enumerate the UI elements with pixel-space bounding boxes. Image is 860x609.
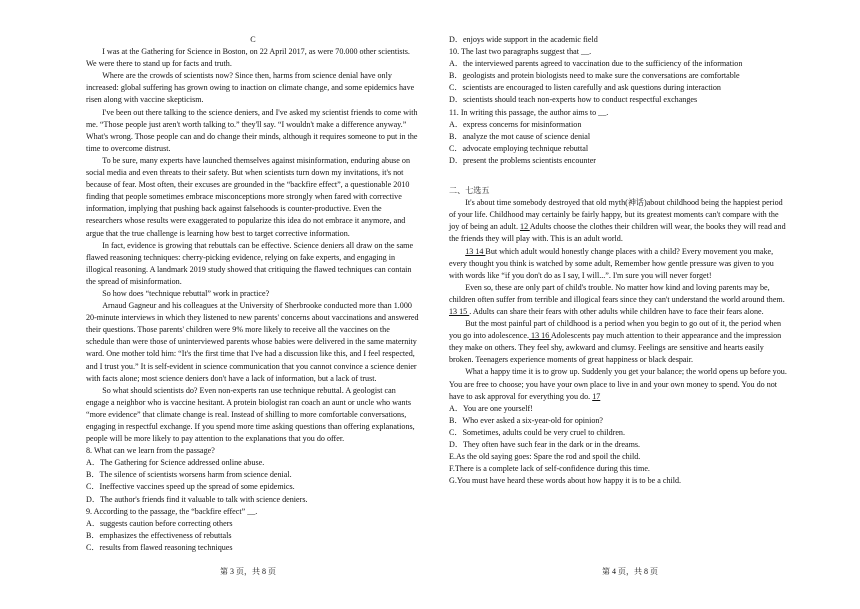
- q9-option-b: B．emphasizes the effectiveness of rebuttals: [86, 530, 232, 540]
- q9-option-c: C．results from flawed reasoning techniques: [86, 542, 233, 552]
- blank-13-14: 13 14: [465, 246, 486, 256]
- paragraph-4: To be sure, many experts have launched themselves against misinformation, enduring abuse on social media and even threats to their safety. But when scientists turn down my invitations, it's not because of fear. Most often, their excuses are grounded in the “backfire effect”, a questionable 2010 finding that people sometimes embrace misconceptions more strongly when fared with corrective information, implying that pushing back against falsehoods is counter-productive. Even the researchers whose results were exaggerated to popularize this idea do not embrace it anymore, and argue that the true challenge is learning how best to target corrective information.: [86, 155, 410, 238]
- q9-option-a: A．suggests caution before correcting others: [86, 518, 233, 528]
- option-c: C．Sometimes, adults could be very cruel to children.: [449, 427, 625, 437]
- q10-option-d: D．scientists should teach non-experts how to conduct respectful exchanges: [449, 95, 698, 105]
- cloze-paragraph-4: [449, 318, 789, 366]
- paragraph-2: Where are the crowds of scientists now? Since then, harms from science denial have only increased: global suffering has grown owing to inaction on climate change, and some epidemics have risen along with vaccine skepticism.: [86, 71, 415, 105]
- cloze-p3-text-b: . Adults can share their fears with other adults while children have to face their fears alone.: [469, 306, 764, 316]
- option-b: B．Who ever asked a six-year-old for opinion?: [449, 415, 604, 425]
- question-10: 10. The last two paragraphs suggest that __.: [449, 47, 592, 57]
- cloze-paragraph-2: [449, 246, 789, 282]
- option-f: F.There is a complete lack of self-confidence during this time.: [449, 464, 650, 474]
- page-number-right: 第 4 页，共 8 页: [602, 567, 658, 576]
- paragraph-5: In fact, evidence is growing that rebuttals can be effective. Science deniers all draw on the same flawed reasoning techniques: cherry-picking evidence, relying on fake experts, and engaging in illogical reasoning. A landmark 2019 study showed that critiquing the flawed techniques can contain the spread of misinformation.: [86, 240, 414, 286]
- paragraph-8: So what should scientists do? Even non-experts ran use technique rebuttal. A geologist can engage a neighbor who is vaccine hesitant. A protein biologist ran coach an aunt or uncle who wants “more evidence” that climate change is real. Instead of shilling to more comfortable conversations, engaging in respectful exchange. If you spend more time asking questions than offering explanations, people will be more likely to pay attention to the explanations that you do offer.: [86, 385, 415, 444]
- right-column: [449, 34, 789, 487]
- cloze-p4-text-a: But the most painful part of childhood is a period when you begin to go out of it, the period when you go into adolescence.: [449, 319, 782, 341]
- option-d: D．They often have such fear in the dark or in the dreams.: [449, 440, 641, 449]
- cloze-paragraph-3: [449, 282, 789, 318]
- q10-option-a: A．the interviewed parents agreed to vaccination due to the sufficiency of the information: [449, 59, 743, 69]
- blank-15: 13 15: [449, 306, 470, 316]
- question-8: 8. What can we learn from the passage?: [86, 446, 215, 456]
- cloze-paragraph-5: [449, 366, 789, 402]
- q11-option-c: C．advocate employing technique rebuttal: [449, 143, 589, 153]
- option-a: A．You are one yourself!: [449, 403, 533, 413]
- blank-17: 17: [592, 391, 601, 401]
- option-g: G.You must have heard these words about how happy it is to be a child.: [449, 476, 682, 486]
- cloze-p4-text-b: Adolescents pay much attention to their appearance and the impression they make on others. They feel shy, awkward and clumsy. Feelings are sensitive and hearts easily broken. Teenagers experience moments of great happiness or black despair.: [449, 331, 782, 365]
- question-11: 11. In writing this passage, the author aims to __.: [449, 107, 609, 117]
- cloze-p2-text: But which adult would honestly change places with a child? Every movement you make, every thought you think is watched by some adult, Remember how gentle pressure was given to you with words like “if you don't do as I say, I will...”. I'm sure you will never forget!: [449, 246, 774, 280]
- q8-option-a: A．The Gathering for Science addressed online abuse.: [86, 458, 265, 468]
- cloze-p5-text: What a happy time it is to grow up. Suddenly you get your balance; the world opens up before you. You are free to choose; you have your own place to live in and your own money to spend. You do not have to ask approval for everything you do.: [449, 367, 787, 401]
- section-heading: 二、七选五: [449, 186, 490, 196]
- q8-option-c: C．Ineffective vaccines speed up the spread of some epidemics.: [86, 482, 295, 492]
- page-number-left: 第 3 页，共 8 页: [220, 567, 276, 576]
- q11-option-a: A．express concerns for misinformation: [449, 119, 582, 129]
- left-column: [86, 34, 420, 554]
- blank-16: 13 16: [529, 331, 551, 341]
- q11-option-d: D．present the problems scientists encounter: [449, 155, 596, 165]
- paragraph-1: I was at the Gathering for Science in Boston, on 22 April 2017, as were 70.000 other scientists. We were there to stand up for facts and truth.: [86, 47, 410, 69]
- q10-option-c: C．scientists are encouraged to listen carefully and ask questions during interaction: [449, 83, 721, 93]
- option-e: E.As the old saying goes: Spare the rod and spoil the child.: [449, 452, 641, 462]
- cloze-p1-text-b: Adults choose the clothes their children will wear, the books they will read and the friends they will play with. This is an adult world.: [449, 222, 786, 244]
- q8-option-b: B．The silence of scientists worsens harm from science denial.: [86, 470, 292, 480]
- question-9: 9. According to the passage, the “backfire effect” __.: [86, 506, 258, 516]
- q9-option-d: D．enjoys wide support in the academic field: [449, 35, 598, 44]
- q8-option-d: D．The author's friends find it valuable to talk with science deniers.: [86, 494, 308, 504]
- q10-option-b: B．geologists and protein biologists need to make sure the conversations are comfortable: [449, 71, 740, 81]
- paragraph-3: I've been out there talking to the science deniers, and I've asked my scientist friends to come with me. “Those people just aren't worth talking to.” they'll say. “I wouldn't make a difference anyway.” What's wrong. Those people can and do change their minds, although it requires someone to put in the time to overcome distrust.: [86, 107, 418, 153]
- cloze-p3-text-a: Even so, these are only part of child's trouble. No matter how kind and loving parents may be, children often suffer from terrible and illogical fears since they can't understand the world around them.: [449, 282, 785, 304]
- blank-12: 12: [520, 222, 530, 232]
- q11-option-b: B．analyze the mot cause of science denial: [449, 131, 591, 141]
- cloze-paragraph-1: [449, 197, 789, 245]
- cloze-p1-text-a: It's about time somebody destroyed that old myth(神话)about childhood being the happiest period of your life. Childhood may certainly be fairly happy, but its greatest moments can't compare with the joy of being an adult.: [449, 198, 783, 232]
- paragraph-6: So how does “technique rebuttal” work in practice?: [102, 288, 270, 298]
- passage-heading: C: [250, 35, 256, 44]
- paragraph-7: Arnaud Gagneur and his colleagues at the University of Sherbrooke conducted more than 1.000 20-minute interviews in which they listened to new parents' concerns about vaccinations and answered their questions. Those parents' children were 9% more likely to receive all the vaccines on the schedule than were those of uninterviewed parents whose babies were delivered in the same maternity ward. One mother told him: “It's the first time that I've had a discussion like this, and I feel respected, and I trust you.” It is self-evident in science communication that you cannot convince a science denier with facts alone; most science deniers don't have a lack of information, but a lack of trust.: [86, 301, 419, 383]
